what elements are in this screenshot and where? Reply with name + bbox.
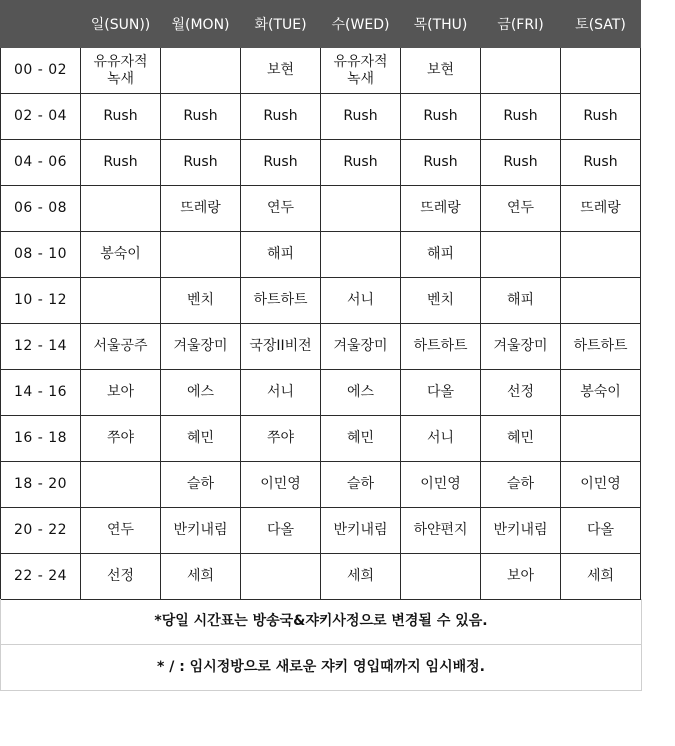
schedule-cell: 혜민 — [481, 416, 561, 462]
schedule-cell: Rush — [161, 94, 241, 140]
table-row — [1, 186, 641, 232]
schedule-cell: Rush — [81, 140, 161, 186]
time-slot-label: 04 - 06 — [1, 140, 81, 186]
schedule-cell — [561, 232, 641, 278]
schedule-cell: 이민영 — [561, 462, 641, 508]
schedule-cell: 연두 — [81, 508, 161, 554]
day-header-sat: 토(SAT) — [561, 1, 641, 48]
schedule-cell: Rush — [401, 140, 481, 186]
schedule-cell: 서니 — [241, 370, 321, 416]
schedule-cell — [241, 554, 321, 600]
schedule-cell — [561, 48, 641, 94]
schedule-cell: 쭈야 — [81, 416, 161, 462]
schedule-cell: 슬하 — [321, 462, 401, 508]
schedule-cell: 유유자적 녹새 — [81, 48, 161, 94]
schedule-cell: 다올 — [401, 370, 481, 416]
schedule-cell — [321, 186, 401, 232]
schedule-cell: 겨울장미 — [481, 324, 561, 370]
time-slot-label: 00 - 02 — [1, 48, 81, 94]
time-slot-label: 14 - 16 — [1, 370, 81, 416]
schedule-cell: 반키내림 — [321, 508, 401, 554]
schedule-cell: 선정 — [81, 554, 161, 600]
time-slot-label: 12 - 14 — [1, 324, 81, 370]
schedule-cell: 봉숙이 — [81, 232, 161, 278]
schedule-cell: 서울공주 — [81, 324, 161, 370]
schedule-cell: 혜민 — [161, 416, 241, 462]
table-row — [1, 462, 641, 508]
table-row — [1, 232, 641, 278]
day-header-tue: 화(TUE) — [241, 1, 321, 48]
time-slot-label: 02 - 04 — [1, 94, 81, 140]
schedule-cell: 겨울장미 — [321, 324, 401, 370]
schedule-cell: 혜민 — [321, 416, 401, 462]
table-row — [1, 140, 641, 186]
schedule-cell: 보아 — [81, 370, 161, 416]
table-row — [1, 508, 641, 554]
schedule-cell — [81, 186, 161, 232]
temporary-assignment-note: * / : 임시정방으로 새로운 쟈키 영입때까지 임시배정. — [1, 645, 641, 691]
schedule-cell: 세희 — [321, 554, 401, 600]
schedule-cell: 국장II비전 — [241, 324, 321, 370]
schedule-cell — [481, 232, 561, 278]
schedule-cell: 서니 — [321, 278, 401, 324]
table-row — [1, 324, 641, 370]
schedule-cell — [481, 48, 561, 94]
day-header-mon: 월(MON) — [161, 1, 241, 48]
table-row — [1, 554, 641, 600]
schedule-cell: 세희 — [161, 554, 241, 600]
schedule-cell — [561, 416, 641, 462]
schedule-cell: 반키내림 — [481, 508, 561, 554]
schedule-cell: Rush — [481, 140, 561, 186]
schedule-cell: 보현 — [401, 48, 481, 94]
schedule-cell: 해피 — [241, 232, 321, 278]
time-slot-label: 18 - 20 — [1, 462, 81, 508]
schedule-cell: 에스 — [321, 370, 401, 416]
schedule-cell: 세희 — [561, 554, 641, 600]
schedule-cell: Rush — [481, 94, 561, 140]
schedule-cell: 벤치 — [401, 278, 481, 324]
schedule-cell: 선정 — [481, 370, 561, 416]
schedule-cell: 봉숙이 — [561, 370, 641, 416]
schedule-cell: Rush — [81, 94, 161, 140]
time-slot-label: 20 - 22 — [1, 508, 81, 554]
schedule-cell: 하얀편지 — [401, 508, 481, 554]
corner-header — [1, 1, 81, 48]
schedule-cell: Rush — [321, 140, 401, 186]
schedule-cell: 반키내림 — [161, 508, 241, 554]
schedule-cell: 하트하트 — [401, 324, 481, 370]
schedule-cell: 슬하 — [481, 462, 561, 508]
schedule-cell: 연두 — [241, 186, 321, 232]
schedule-cell: 하트하트 — [561, 324, 641, 370]
schedule-cell — [401, 554, 481, 600]
schedule-cell: 겨울장미 — [161, 324, 241, 370]
time-slot-label: 08 - 10 — [1, 232, 81, 278]
schedule-cell — [161, 232, 241, 278]
day-header-sun: 일(SUN)) — [81, 1, 161, 48]
schedule-cell: Rush — [161, 140, 241, 186]
schedule-cell: 보아 — [481, 554, 561, 600]
day-header-thu: 목(THU) — [401, 1, 481, 48]
schedule-cell: Rush — [321, 94, 401, 140]
schedule-cell: 해피 — [481, 278, 561, 324]
schedule-cell: 하트하트 — [241, 278, 321, 324]
schedule-cell: 뜨레랑 — [561, 186, 641, 232]
schedule-cell: 슬하 — [161, 462, 241, 508]
schedule-cell: 다올 — [241, 508, 321, 554]
schedule-body — [1, 48, 641, 600]
schedule-cell: Rush — [241, 94, 321, 140]
schedule-change-note: *당일 시간표는 방송국&쟈키사정으로 변경될 수 있음. — [1, 599, 641, 645]
schedule-cell: 쭈야 — [241, 416, 321, 462]
schedule-cell: 벤치 — [161, 278, 241, 324]
day-header-fri: 금(FRI) — [481, 1, 561, 48]
schedule-cell — [321, 232, 401, 278]
time-slot-label: 10 - 12 — [1, 278, 81, 324]
day-header-wed: 수(WED) — [321, 1, 401, 48]
schedule-cell: 보현 — [241, 48, 321, 94]
schedule-cell — [161, 48, 241, 94]
header-row — [1, 1, 641, 48]
schedule-cell: 이민영 — [241, 462, 321, 508]
table-row — [1, 94, 641, 140]
time-slot-label: 06 - 08 — [1, 186, 81, 232]
time-slot-label: 22 - 24 — [1, 554, 81, 600]
schedule-cell — [81, 278, 161, 324]
table-row — [1, 370, 641, 416]
schedule-cell: 뜨레랑 — [161, 186, 241, 232]
schedule-cell: Rush — [561, 94, 641, 140]
schedule-cell: Rush — [241, 140, 321, 186]
schedule-cell: 다올 — [561, 508, 641, 554]
schedule-cell: 서니 — [401, 416, 481, 462]
schedule-cell: 유유자적 녹새 — [321, 48, 401, 94]
schedule-cell: 에스 — [161, 370, 241, 416]
schedule-cell: 뜨레랑 — [401, 186, 481, 232]
schedule-cell: Rush — [401, 94, 481, 140]
notes-section — [0, 599, 642, 691]
schedule-cell — [561, 278, 641, 324]
schedule-cell: Rush — [561, 140, 641, 186]
schedule-cell: 해피 — [401, 232, 481, 278]
table-row — [1, 48, 641, 94]
schedule-cell — [81, 462, 161, 508]
schedule-cell: 이민영 — [401, 462, 481, 508]
table-row — [1, 278, 641, 324]
time-slot-label: 16 - 18 — [1, 416, 81, 462]
schedule-cell: 연두 — [481, 186, 561, 232]
table-row — [1, 416, 641, 462]
